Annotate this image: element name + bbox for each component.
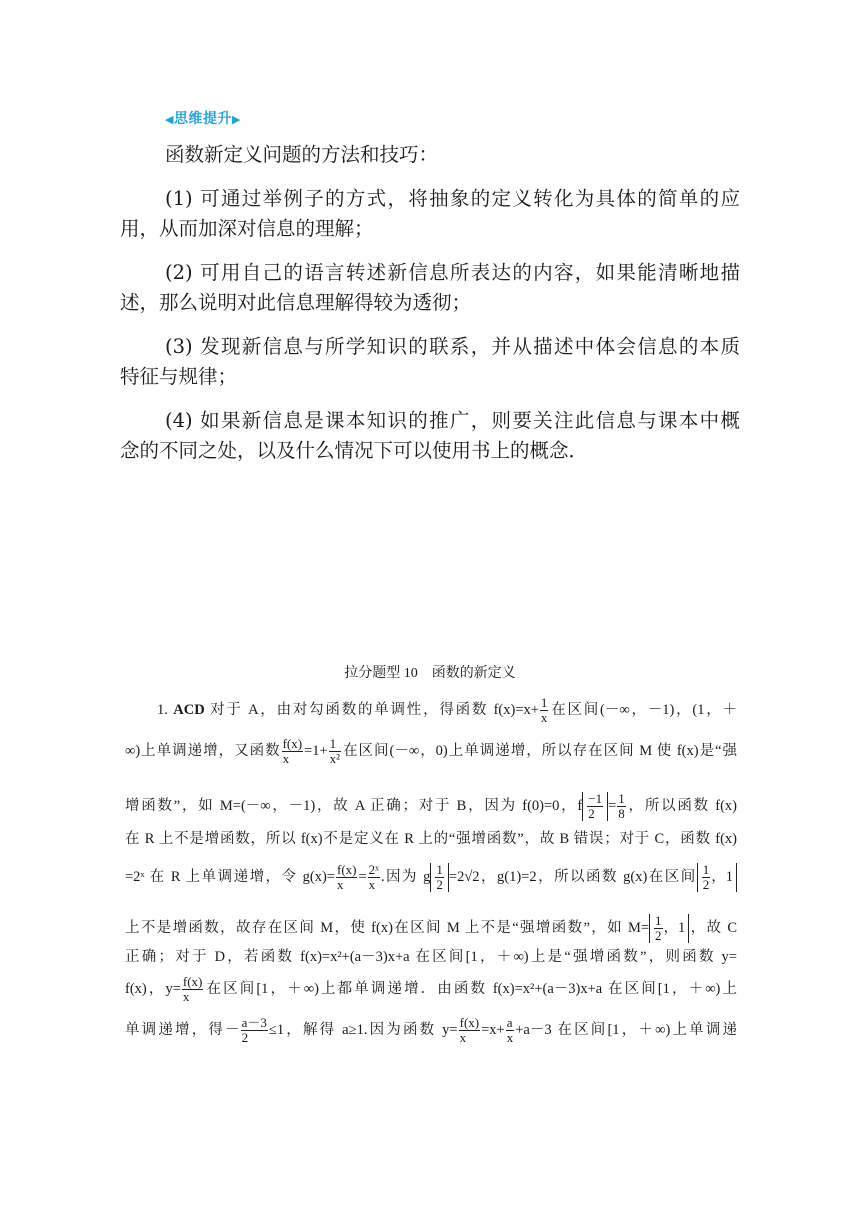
left-triangle-icon: ◀ xyxy=(165,113,174,126)
answer-text: 增函数”，如 M=(－∞，－1)，故 A 正确；对于 B，因为 f(0)=0，f xyxy=(125,797,583,814)
answer-text: =2ˣ 在 R 上单调递增，令 g(x)= xyxy=(125,868,335,885)
point-2-line-2: 述，那么说明对此信息理解得较为透彻； xyxy=(120,291,472,314)
fraction: $\frac{\text{2ˣ}}{x}$ xyxy=(368,862,379,892)
answer-text: =1+ xyxy=(304,742,328,759)
answer-text: ，所以函数 f(x) xyxy=(626,797,737,814)
answer-text: =x+ xyxy=(481,1021,505,1038)
answer-line-7: 正确；对于 D，若函数 f(x)=x²+(a－3)x+a 在区间[1，＋∞)上是“强增函数”，则函数 y= xyxy=(125,949,737,965)
answer-key: ACD xyxy=(173,701,205,718)
answer-text: 在区间(－∞，－1)，(1，＋ xyxy=(549,701,738,718)
interval-bracket: $\frac{1}{2}$ ，1 xyxy=(649,914,689,943)
answer-text: = xyxy=(358,868,367,885)
answer-text: 在区间(－∞，0)上单调递增，所以存在区间 M 使 f(x)是“强 xyxy=(342,742,737,759)
paren-group: $\frac{-1}{2}$ xyxy=(582,792,608,821)
answer-text: =2√2，g(1)=2，所以函数 g(x)在区间 xyxy=(448,868,697,885)
answer-line-2 xyxy=(125,737,737,766)
answer-text: ≤1，解得 a≥1.因为函数 y= xyxy=(268,1021,458,1038)
answer-text: 对于 A，由对勾函数的单调性，得函数 f(x)=x+ xyxy=(210,701,539,718)
intro-heading: 函数新定义问题的方法和技巧： xyxy=(165,143,439,166)
answer-line-6 xyxy=(125,914,737,943)
point-3-line-1: (3) 发现新信息与所学知识的联系，并从描述中体会信息的本质 xyxy=(165,335,740,358)
fraction: $\frac{1}{8}$ xyxy=(618,791,625,821)
fraction: $\frac{f(x)}{x}$ xyxy=(182,974,203,1004)
answer-block xyxy=(125,696,737,1045)
point-1-line-1: (1) 可通过举例子的方式，将抽象的定义转化为具体的简单的应 xyxy=(165,187,740,210)
fraction: $\frac{f(x)}{x}$ xyxy=(282,736,303,766)
answer-line-1 xyxy=(125,696,737,725)
tag-label: 思维提升 xyxy=(173,111,232,127)
fraction: $\frac{f(x)}{x}$ xyxy=(336,862,357,892)
fraction: $\frac{f(x)}{x}$ xyxy=(459,1015,480,1045)
answer-line-4: 在 R 上不是增函数，所以 f(x)不是定义在 R 上的“强增函数”，故 B 错误；对于 C，函数 f(x) xyxy=(125,831,737,847)
section-tag xyxy=(165,108,241,128)
answer-text: 单调递增，得－ xyxy=(125,1021,240,1038)
answer-text: ∞)上单调递增，又函数 xyxy=(125,742,281,759)
answer-text: f(x)，y= xyxy=(125,980,181,997)
fraction: $\frac{a-3}{2}$ xyxy=(241,1015,267,1045)
answer-text: .因为 g xyxy=(380,868,431,885)
answer-text: 上不是增函数，故存在区间 M，使 f(x)在区间 M 上不是“强增函数”，如 M= xyxy=(125,919,650,936)
point-1-line-2: 用，从而加深对信息的理解； xyxy=(120,217,374,240)
interval-bracket: $\frac{1}{2}$ ，1 xyxy=(697,863,737,892)
answer-number: 1. xyxy=(157,701,168,718)
answer-text: ，故 C xyxy=(689,919,737,936)
point-4-line-2: 念的不同之处，以及什么情况下可以使用书上的概念． xyxy=(120,439,589,462)
point-2-line-1: (2) 可用自己的语言转述新信息所表达的内容，如果能清晰地描 xyxy=(165,261,740,284)
answer-text: +a－3 在区间[1，＋∞)上单调递 xyxy=(515,1021,738,1038)
answer-line-9 xyxy=(125,1016,737,1045)
answer-line-8 xyxy=(125,975,737,1004)
right-triangle-icon: ▶ xyxy=(231,113,241,126)
fraction: $\frac{1}{x}$ xyxy=(540,695,548,725)
point-4-line-1: (4) 如果新信息是课本知识的推广，则要关注此信息与课本中概 xyxy=(165,409,740,432)
intro-block xyxy=(120,140,740,466)
answer-line-3 xyxy=(125,792,737,821)
fraction: $\frac{1}{\text{x²}}$ xyxy=(329,736,341,766)
fraction: $\frac{a}{x}$ xyxy=(506,1015,514,1045)
paren-group: $\frac{1}{2}$ xyxy=(430,863,449,892)
answer-text: = xyxy=(608,797,617,814)
section-title: 拉分题型 10 函数的新定义 xyxy=(344,666,516,681)
point-3-line-2: 特征与规律； xyxy=(120,365,238,388)
answer-text: 在区间[1，＋∞)上都单调递增．由函数 f(x)=x²+(a－3)x+a 在区间[1，＋∞)上 xyxy=(204,980,737,997)
answer-line-5 xyxy=(125,863,737,892)
